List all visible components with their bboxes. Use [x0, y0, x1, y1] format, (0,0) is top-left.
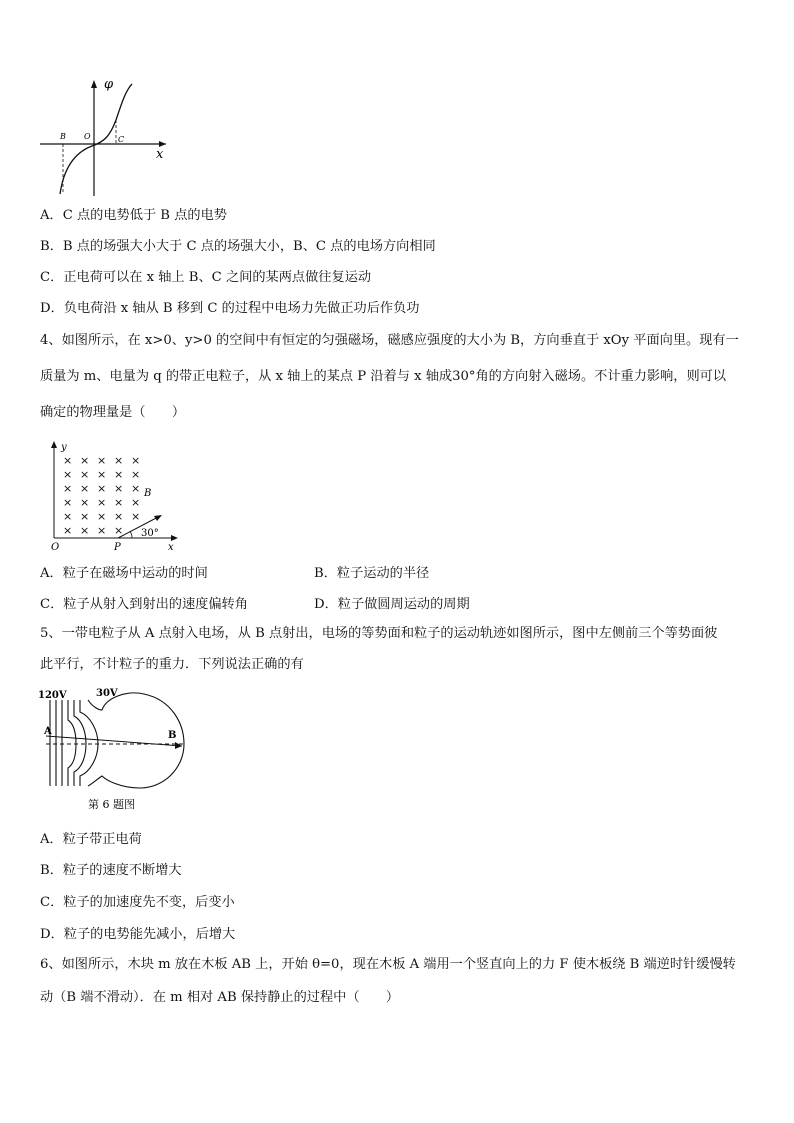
phi-label: φ: [104, 77, 114, 92]
equipotential-figure: [36, 686, 196, 812]
q4-stem-line-3: 确定的物理量是（ ）: [40, 405, 186, 420]
svg-text:×: ×: [80, 468, 90, 481]
magnetic-field-figure: [46, 438, 186, 556]
svg-text:×: ×: [80, 524, 90, 537]
q5-option-c: C．粒子的加速度先不变，后变小: [40, 895, 235, 910]
x-label: x: [156, 147, 164, 162]
svg-text:×: ×: [80, 510, 90, 523]
x-axis-label: x: [168, 542, 174, 553]
q4-stem-line-2: 质量为 m、电量为 q 的带正电粒子，从 x 轴上的某点 P 沿着与 x 轴成30°角的方向射入磁场。不计重力影响，则可以: [40, 369, 727, 384]
svg-text:×: ×: [131, 496, 141, 509]
q5-option-d: D．粒子的电势能先减小，后增大: [40, 927, 236, 942]
svg-text:×: ×: [97, 496, 107, 509]
q4-option-c: C．粒子从射入到射出的速度偏转角: [40, 597, 248, 612]
svg-text:×: ×: [131, 454, 141, 467]
svg-text:×: ×: [63, 524, 73, 537]
svg-text:×: ×: [63, 454, 73, 467]
svg-text:×: ×: [80, 482, 90, 495]
q5-option-a: A．粒子带正电荷: [40, 832, 142, 847]
angle-label: 30°: [141, 528, 159, 539]
potential-graph: [36, 76, 176, 201]
svg-text:×: ×: [97, 454, 107, 467]
q4-option-a: A．粒子在磁场中运动的时间: [40, 566, 208, 581]
svg-text:×: ×: [63, 510, 73, 523]
svg-text:×: ×: [131, 468, 141, 481]
figure-caption: 第 6 题图: [88, 798, 135, 811]
svg-text:×: ×: [97, 482, 107, 495]
q3-option-d: D．负电荷沿 x 轴从 B 移到 C 的过程中电场力先做正功后作负功: [40, 301, 420, 316]
svg-text:×: ×: [97, 524, 107, 537]
field-b-label: B: [144, 488, 152, 499]
field-crosses: [63, 454, 140, 537]
origin-label: O: [51, 542, 60, 553]
svg-text:×: ×: [131, 482, 141, 495]
svg-text:×: ×: [114, 524, 124, 537]
svg-text:×: ×: [114, 468, 124, 481]
q6-stem-line-2: 动（B 端不滑动）．在 m 相对 AB 保持静止的过程中（ ）: [40, 990, 400, 1005]
svg-text:×: ×: [114, 454, 124, 467]
q4-option-b: B．粒子运动的半径: [314, 566, 430, 581]
svg-text:×: ×: [114, 510, 124, 523]
svg-text:×: ×: [63, 482, 73, 495]
o-label: O: [84, 132, 91, 141]
q3-option-a: A．C 点的电势低于 B 点的电势: [40, 208, 227, 223]
q5-stem-line-2: 此平行，不计粒子的重力．下列说法正确的有: [40, 657, 304, 672]
svg-text:×: ×: [114, 482, 124, 495]
q4-option-d: D．粒子做圆周运动的周期: [314, 597, 470, 612]
svg-text:×: ×: [97, 468, 107, 481]
voltage-120-label: 120V: [38, 690, 67, 701]
q4-stem-line-1: 4、如图所示，在 x>0、y>0 的空间中有恒定的匀强磁场，磁感应强度的大小为 B，方向垂直于 xOy 平面向里。现有一: [40, 333, 739, 348]
svg-text:×: ×: [80, 496, 90, 509]
q3-option-b: B．B 点的场强大小大于 C 点的场强大小，B、C 点的电场方向相同: [40, 239, 436, 254]
svg-text:×: ×: [97, 510, 107, 523]
b-label: B: [60, 132, 66, 141]
c-label: C: [118, 135, 125, 144]
point-p-label: P: [114, 542, 121, 553]
q5-stem-line-1: 5、一带电粒子从 A 点射入电场，从 B 点射出，电场的等势面和粒子的运动轨迹如图所示，图中左侧前三个等势面彼: [40, 626, 718, 641]
q5-option-b: B．粒子的速度不断增大: [40, 863, 182, 878]
q3-option-c: C．正电荷可以在 x 轴上 B、C 之间的某两点做往复运动: [40, 270, 372, 285]
svg-text:×: ×: [63, 496, 73, 509]
point-b-label: B: [168, 730, 177, 741]
svg-text:×: ×: [80, 454, 90, 467]
point-a-label: A: [44, 726, 52, 737]
svg-text:×: ×: [63, 468, 73, 481]
y-axis-label: y: [61, 442, 67, 453]
svg-text:×: ×: [114, 496, 124, 509]
q6-stem-line-1: 6、如图所示，木块 m 放在木板 AB 上，开始 θ=0，现在木板 A 端用一个竖直向上的力 F 使木板绕 B 端逆时针缓慢转: [40, 957, 736, 972]
voltage-30-label: 30V: [96, 688, 118, 699]
svg-text:×: ×: [131, 510, 141, 523]
